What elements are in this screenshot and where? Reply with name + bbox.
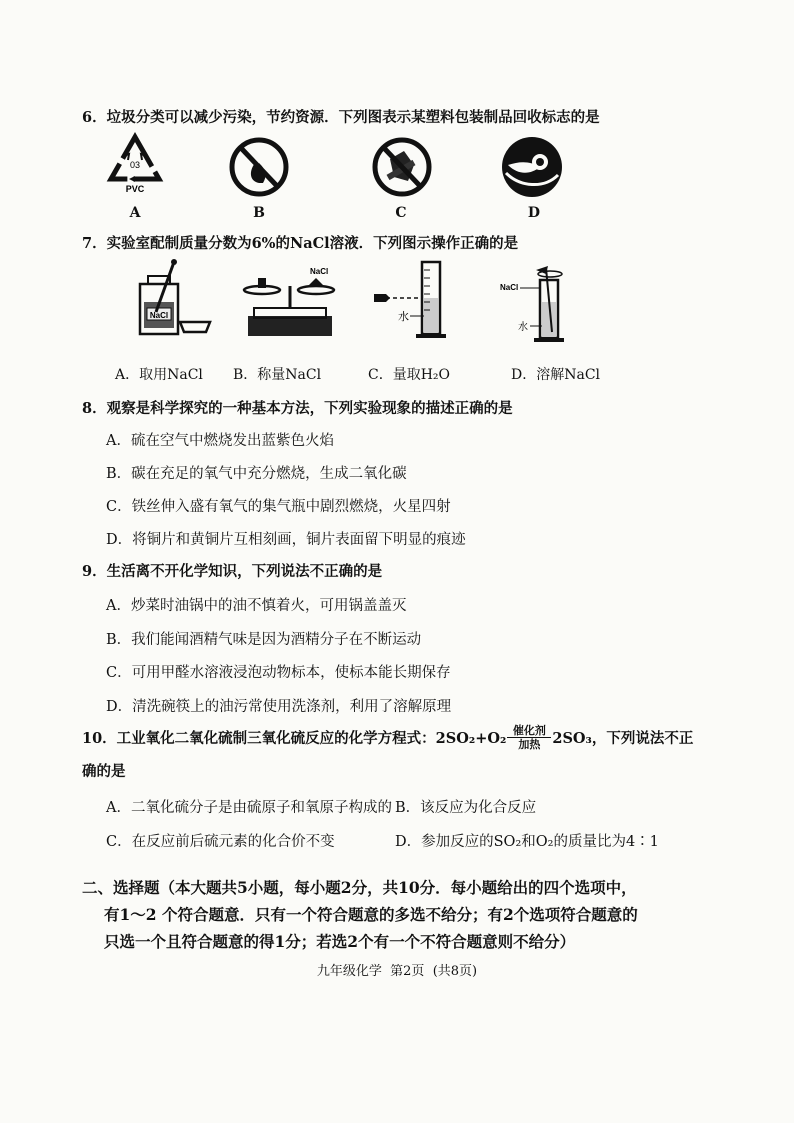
q9-option-d: D．清洗碗筷上的油污常使用洗涤剂，利用了溶解原理 [106, 699, 452, 715]
graduated-cylinder-icon [372, 258, 452, 340]
heat-label: 加热 [518, 738, 541, 751]
reaction-condition [507, 724, 551, 751]
q6-option-c-label: C [395, 205, 407, 221]
q7-option-c: C．量取H₂O [368, 367, 451, 383]
q10-option-b: B．该反应为化合反应 [395, 800, 537, 816]
reagent-label: NaCl [149, 311, 169, 320]
q9-option-a: A．炒菜时油锅中的油不慎着火，可用锅盖盖灭 [106, 598, 407, 614]
q10-option-a: A．二氧化硫分子是由硫原子和氧原子构成的 [106, 800, 392, 816]
q10-stem-end: 确的是 [82, 763, 126, 780]
catalyst-label: 催化剂 [512, 724, 546, 737]
q10-stem-part1: 10．工业氧化二氧化硫制三氧化硫反应的化学方程式：2SO₂+O₂ [82, 730, 507, 747]
dissolve-label-water: 水 [518, 322, 528, 333]
q8-option-a: A．硫在空气中燃烧发出蓝紫色火焰 [106, 433, 334, 449]
water-saving-icon [500, 135, 564, 199]
q9-option-c: C．可用甲醛水溶液浸泡动物标本，使标本能长期保存 [106, 665, 451, 681]
q7-option-d: D．溶解NaCl [511, 367, 601, 383]
no-fire-icon [229, 137, 289, 197]
q9-stem: 9．生活离不开化学知识，下列说法不正确的是 [82, 563, 383, 580]
cylinder-label: 水 [398, 310, 409, 323]
section2-line2: 有1～2 个符合题意．只有一个符合题意的多选不给分；有2个选项符合题意的 [104, 905, 638, 924]
q10-option-d: D．参加反应的SO₂和O₂的质量比为4∶1 [395, 834, 659, 850]
page-footer: 九年级化学 第2页 (共8页) [316, 964, 478, 979]
q9-option-b: B．我们能闻酒精气味是因为酒精分子在不断运动 [106, 632, 422, 648]
q6-option-a-label: A [129, 205, 141, 221]
take-reagent-icon [136, 258, 216, 340]
recycle-code: 03 [129, 160, 141, 170]
q6-option-b-label: B [253, 205, 265, 221]
dissolve-icon [500, 266, 580, 342]
no-smoking-icon [372, 137, 432, 197]
q8-option-b: B．碳在充足的氧气中充分燃烧，生成二氧化碳 [106, 466, 407, 482]
q10-option-c: C．在反应前后硫元素的化合价不变 [106, 834, 335, 850]
recycle-material: PVC [125, 184, 145, 194]
balance-label: NaCl [310, 267, 329, 276]
q6-option-d-label: D [527, 205, 541, 221]
recycle-03-pvc-icon [107, 134, 163, 194]
q8-option-c: C．铁丝伸入盛有氧气的集气瓶中剧烈燃烧，火星四射 [106, 499, 451, 515]
q7-option-b: B．称量NaCl [233, 367, 322, 383]
section2-line3: 只选一个且符合题意的得1分；若选2个有一个不符合题意则不给分） [104, 932, 576, 951]
q7-stem: 7．实验室配制质量分数为6%的NaCl溶液．下列图示操作正确的是 [82, 235, 519, 252]
q8-option-d: D．将铜片和黄铜片互相刻画，铜片表面留下明显的痕迹 [106, 532, 466, 548]
balance-icon [240, 262, 340, 340]
dissolve-label-nacl: NaCl [500, 283, 519, 292]
q6-stem: 6．垃圾分类可以减少污染，节约资源．下列图表示某塑料包装制品回收标志的是 [82, 109, 600, 126]
q8-stem: 8．观察是科学探究的一种基本方法，下列实验现象的描述正确的是 [82, 400, 513, 417]
q10-stem [82, 724, 693, 751]
section2-line1: 二、选择题（本大题共5小题，每小题2分，共10分．每小题给出的四个选项中， [82, 878, 637, 897]
q10-stem-part2: 2SO₃，下列说法不正 [552, 730, 694, 747]
q7-option-a: A．取用NaCl [115, 367, 203, 383]
